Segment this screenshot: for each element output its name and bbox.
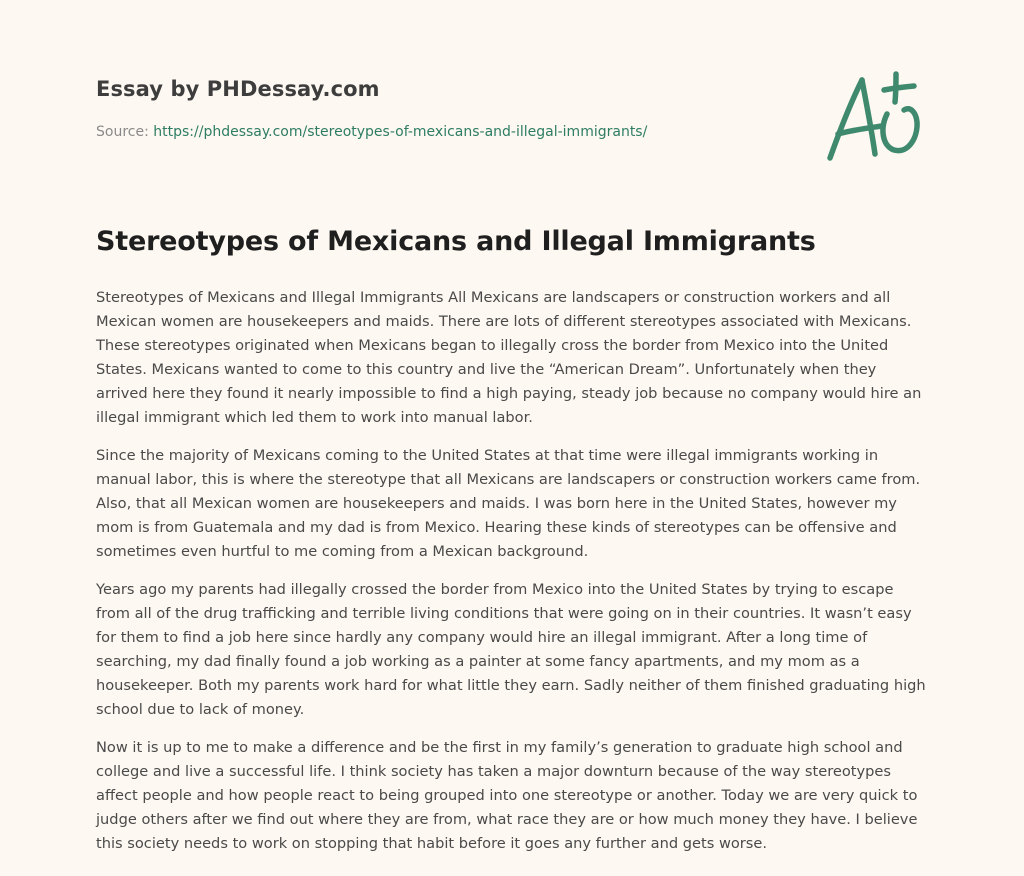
source-line bbox=[96, 124, 647, 140]
essay-title: Stereotypes of Mexicans and Illegal Immigrants bbox=[96, 226, 816, 257]
essay-paragraph: Stereotypes of Mexicans and Illegal Immigrants All Mexicans are landscapers or construction workers and all Mexican women are housekeepers and maids. There are lots of different stereotypes associated with Mexicans. These stereotypes originated when Mexicans began to illegally cross the border from Mexico into the United States. Mexicans wanted to come to this country and live the “American Dream”. Unfortunately when they arrived here they found it nearly impossible to find a high paying, steady job because no company would hire an illegal immigrant which led them to work into manual labor. bbox=[96, 289, 922, 426]
essay-body bbox=[96, 286, 932, 870]
source-label: Source: bbox=[96, 124, 149, 140]
brand-heading: Essay by PHDessay.com bbox=[96, 77, 380, 101]
source-link[interactable]: https://phdessay.com/stereotypes-of-mexicans-and-illegal-immigrants/ bbox=[153, 124, 648, 140]
essay-paragraph: Now it is up to me to make a difference and be the first in my family’s generation to graduate high school and college and live a successful life. I think society has taken a major downturn because of the way stereotypes affect people and how people react to being grouped into one stereotype or another. Today we are very quick to judge others after we find out where they are from, what race they are or how much money they have. I believe this society needs to work on stopping that habit before it goes any further and gets worse. bbox=[96, 739, 918, 852]
a-plus-icon bbox=[822, 68, 932, 168]
essay-paragraph: Since the majority of Mexicans coming to the United States at that time were illegal immigrants working in manual labor, this is where the stereotype that all Mexicans are landscapers or construction workers came from. Also, that all Mexican women are housekeepers and maids. I was born here in the United States, however my mom is from Guatemala and my dad is from Mexico. Hearing these kinds of stereotypes can be offensive and sometimes even hurtful to me coming from a Mexican background. bbox=[96, 447, 921, 560]
essay-paragraph: Years ago my parents had illegally crossed the border from Mexico into the United States by trying to escape from all of the drug trafficking and terrible living conditions that were going on in their countries. It wasn’t easy for them to find a job here since hardly any company would hire an illegal immigrant. After a long time of searching, my dad finally found a job working as a painter at some fancy apartments, and my mom as a housekeeper. Both my parents work hard for what little they earn. Sadly neither of them finished graduating high school due to lack of money. bbox=[96, 581, 926, 718]
